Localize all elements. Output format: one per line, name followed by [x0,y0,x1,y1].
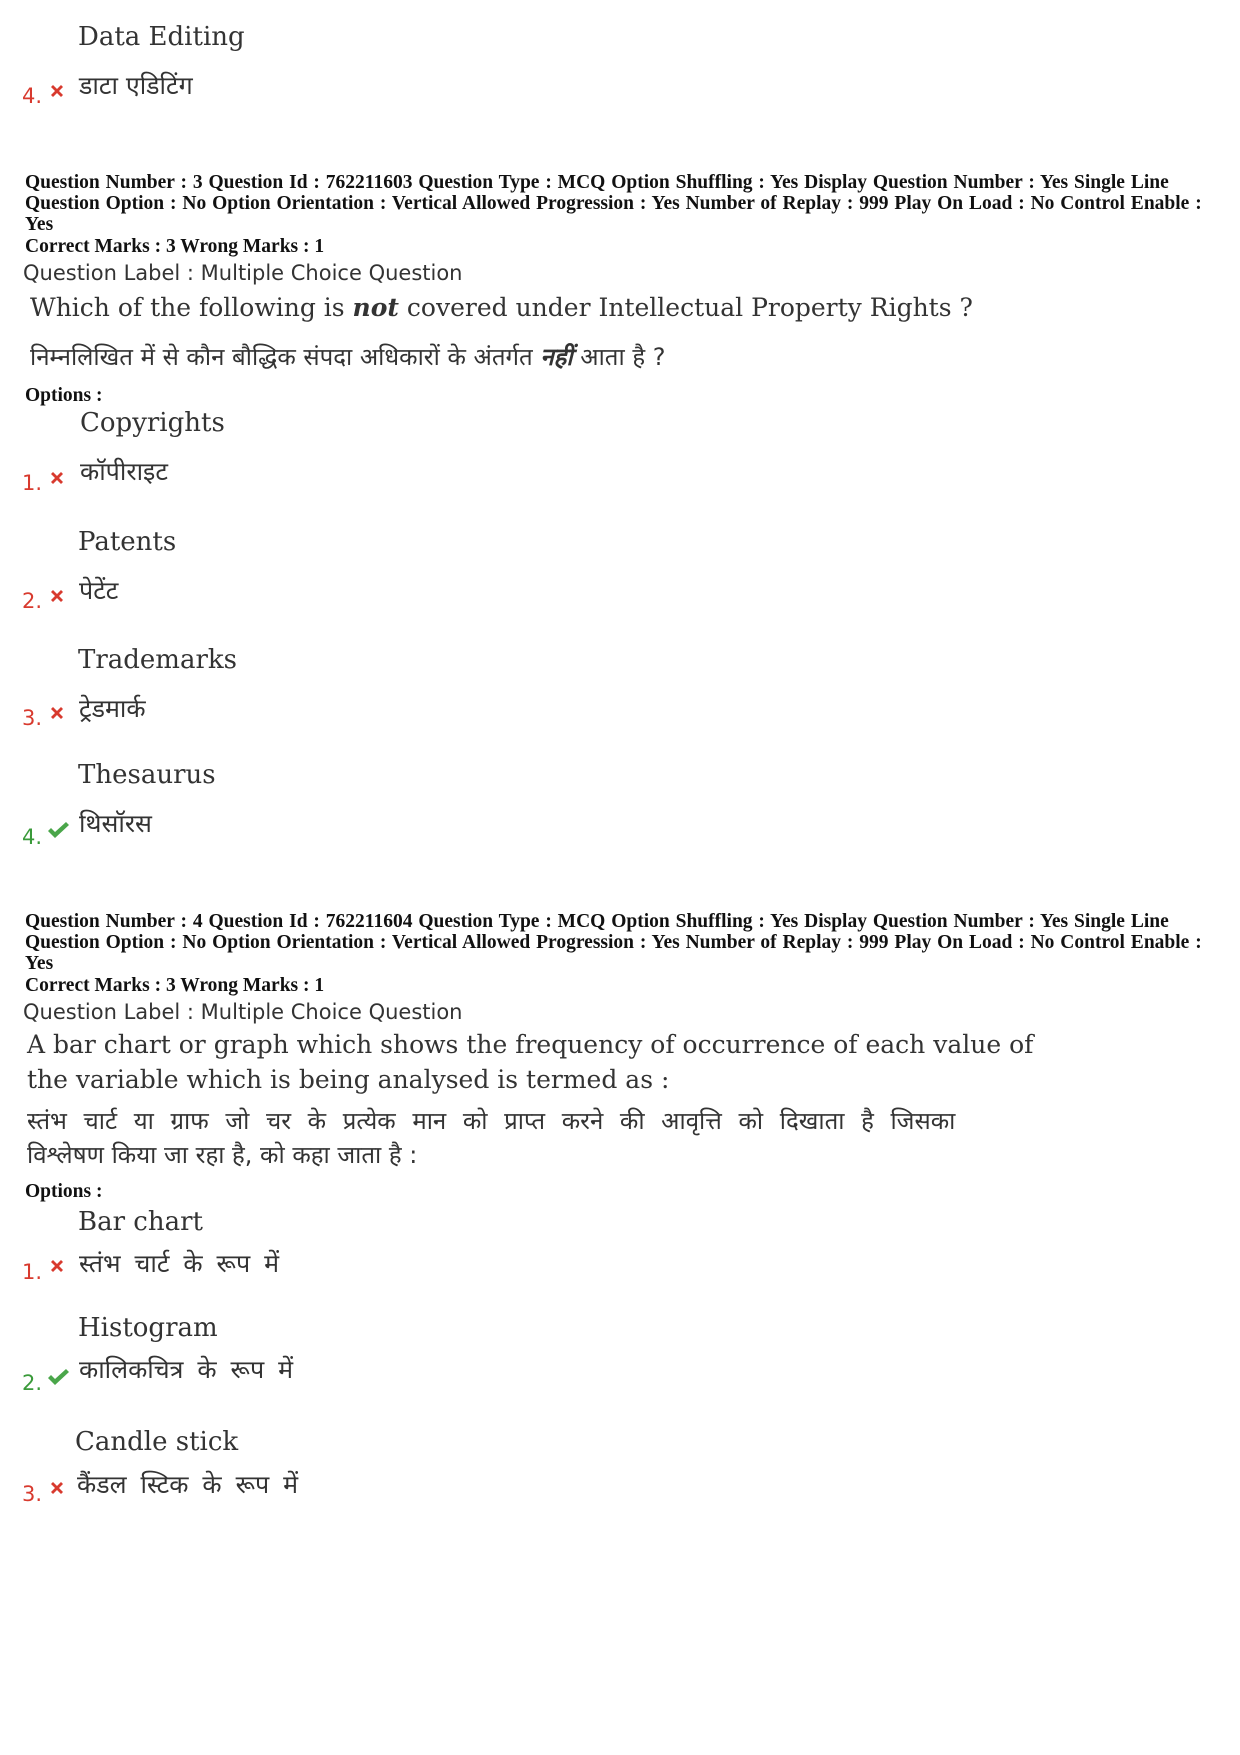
cross-icon [48,1257,66,1275]
option-number: 3. [22,1482,43,1506]
option-text-hi: ट्रेडमार्क [79,694,146,723]
question-label: Question Label : Multiple Choice Question [23,261,463,285]
question-meta: Question Number : 3 Question Id : 762211603 Question Type : MCQ Option Shuffling : Yes Display Question Number : Yes Single Line Question Option : No Option Orientation : Vertical Allowed Progression : Yes Number of Replay : 999 Play On Load : No Control Enable : Yes [25,172,1202,235]
cross-icon [48,82,66,100]
option-number: 2. [22,589,43,613]
option-number: 4. [22,84,43,108]
option-number: 1. [22,471,43,495]
option-text-en: Thesaurus [78,760,216,790]
option-text-en: Histogram [78,1313,218,1343]
question-text-en-line2: the variable which is being analysed is termed as : [27,1065,670,1094]
option-number: 4. [22,825,43,849]
cross-icon [48,704,66,722]
option-text-en: Patents [78,527,177,557]
question-text-part: covered under Intellectual Property Rights ? [398,293,973,322]
question-text-part: आता है ? [572,343,666,371]
question-text-en [30,293,973,322]
option-text-hi: थिसॉरस [79,809,152,838]
checkmark-icon [46,820,70,840]
option-text-en: Data Editing [78,22,245,52]
option-text-en: Bar chart [78,1207,203,1237]
option-text-en: Candle stick [75,1427,239,1457]
option-text-hi: डाटा एडिटिंग [79,71,193,100]
option-text-en: Copyrights [80,408,225,438]
option-number: 3. [22,706,43,730]
question-marks: Correct Marks : 3 Wrong Marks : 1 [25,975,325,996]
question-text-part: निम्नलिखित में से कौन बौद्धिक संपदा अधिकारों के अंतर्गत [30,343,541,371]
options-heading: Options : [25,385,103,406]
question-text-part: Which of the following is [30,293,353,322]
options-heading: Options : [25,1181,103,1202]
option-text-hi: कालिकचित्र के रूप में [79,1355,294,1384]
option-text-en: Trademarks [78,645,237,675]
option-text-hi: पेटेंट [79,576,119,605]
question-text-hi-line2: विश्लेषण किया जा रहा है, को कहा जाता है : [27,1141,418,1169]
question-text-hi-line1: स्तंभ चार्ट या ग्राफ जो चर के प्रत्येक मान को प्राप्त करने की आवृत्ति को दिखाता है जिसका [27,1107,956,1135]
question-text-hi [30,340,665,373]
option-text-hi: कैंडल स्टिक के रूप में [77,1470,299,1499]
option-text-hi: स्तंभ चार्ट के रूप में [79,1249,280,1278]
cross-icon [48,469,66,487]
question-label: Question Label : Multiple Choice Question [23,1000,463,1024]
option-text-hi: कॉपीराइट [80,457,168,486]
question-emphasis: not [352,293,399,322]
question-text-en-line1: A bar chart or graph which shows the frequency of occurrence of each value of [27,1030,1034,1059]
cross-icon [48,587,66,605]
question-meta: Question Number : 4 Question Id : 762211604 Question Type : MCQ Option Shuffling : Yes Display Question Number : Yes Single Line Question Option : No Option Orientation : Vertical Allowed Progression : Yes Number of Replay : 999 Play On Load : No Control Enable : Yes [25,911,1202,974]
cross-icon [48,1479,66,1497]
option-number: 1. [22,1260,43,1284]
checkmark-icon [46,1367,70,1387]
question-emphasis: नहीं [540,343,573,371]
question-marks: Correct Marks : 3 Wrong Marks : 1 [25,236,325,257]
option-number: 2. [22,1371,43,1395]
